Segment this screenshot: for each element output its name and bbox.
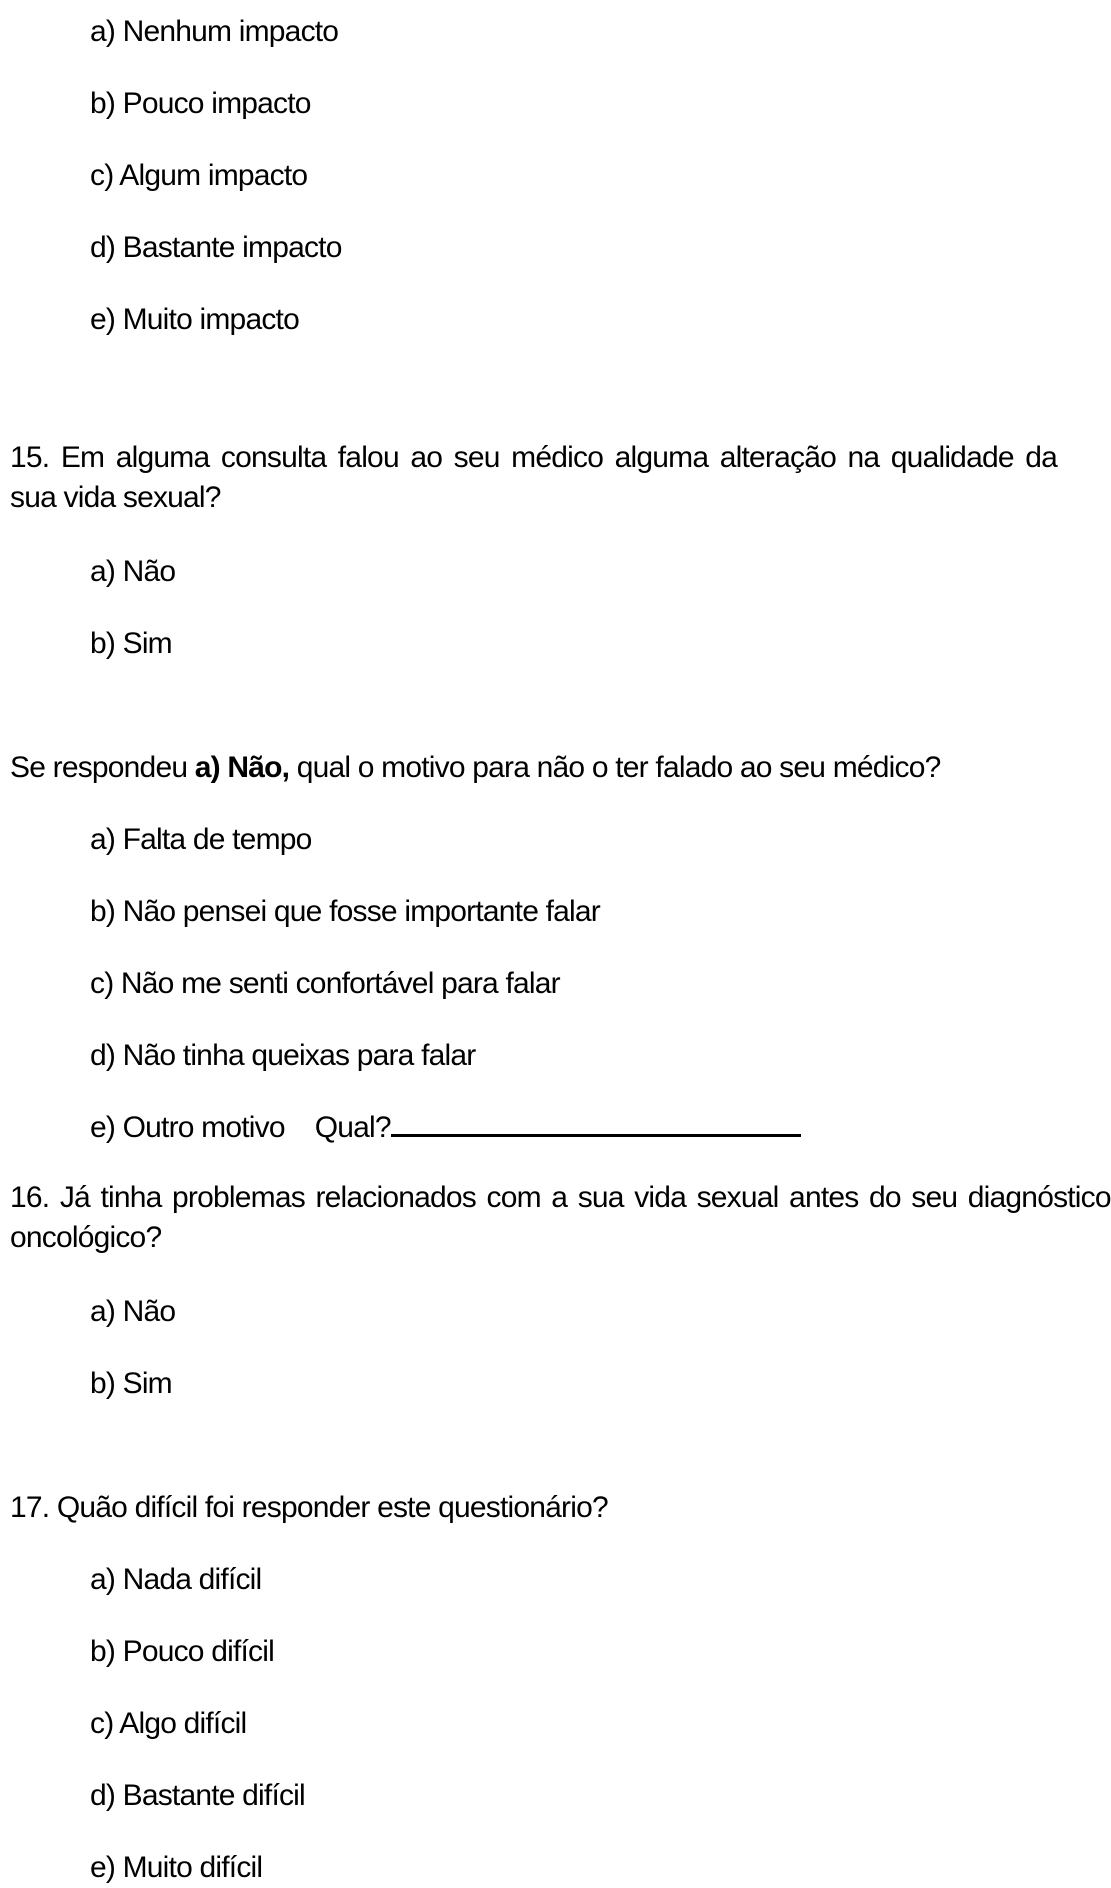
q15-option-a[interactable]: a) Não [90,555,176,588]
q14-option-c[interactable]: c) Algum impacto [90,159,308,192]
followup-option-d[interactable]: d) Não tinha queixas para falar [90,1039,476,1072]
q16-option-a[interactable]: a) Não [90,1295,176,1328]
followup-option-c[interactable]: c) Não me senti confortável para falar [90,967,560,1000]
followup-option-e[interactable] [90,1108,801,1148]
q15-followup-prefix: Se respondeu [10,751,195,784]
q15-option-b[interactable]: b) Sim [90,627,172,660]
q17-option-d[interactable]: d) Bastante difícil [90,1779,305,1812]
followup-option-b[interactable]: b) Não pensei que fosse importante falar [90,895,600,928]
q16-text-line2: oncológico? [10,1221,162,1254]
q14-option-a[interactable]: a) Nenhum impacto [90,15,339,48]
q15-text-line1: 15. Em alguma consulta falou ao seu médico alguma alteração na qualidade da [10,441,1058,474]
q17-option-a[interactable]: a) Nada difícil [90,1563,262,1596]
q16-text-line1: 16. Já tinha problemas relacionados com a sua vida sexual antes do seu diagnóstico [10,1181,1111,1214]
q16-option-b[interactable]: b) Sim [90,1367,172,1400]
q17-option-c[interactable]: c) Algo difícil [90,1707,247,1740]
q15-followup-suffix: qual o motivo para não o ter falado ao seu médico? [289,751,941,784]
followup-other-blank-line[interactable] [391,1134,801,1137]
q14-option-e[interactable]: e) Muito impacto [90,303,299,336]
q15-text-line2: sua vida sexual? [10,481,221,514]
q17-option-b[interactable]: b) Pouco difícil [90,1635,274,1668]
q17-option-e[interactable]: e) Muito difícil [90,1851,263,1884]
q14-option-d[interactable]: d) Bastante impacto [90,231,342,264]
followup-option-e-label: e) Outro motivo [90,1111,285,1144]
q15-followup-bold: a) Não, [194,751,290,784]
followup-option-a[interactable]: a) Falta de tempo [90,823,312,856]
q15-followup-text [10,748,940,788]
q14-option-b[interactable]: b) Pouco impacto [90,87,311,120]
followup-other-which-label: Qual? [314,1111,391,1144]
q17-text: 17. Quão difícil foi responder este questionário? [10,1491,608,1524]
